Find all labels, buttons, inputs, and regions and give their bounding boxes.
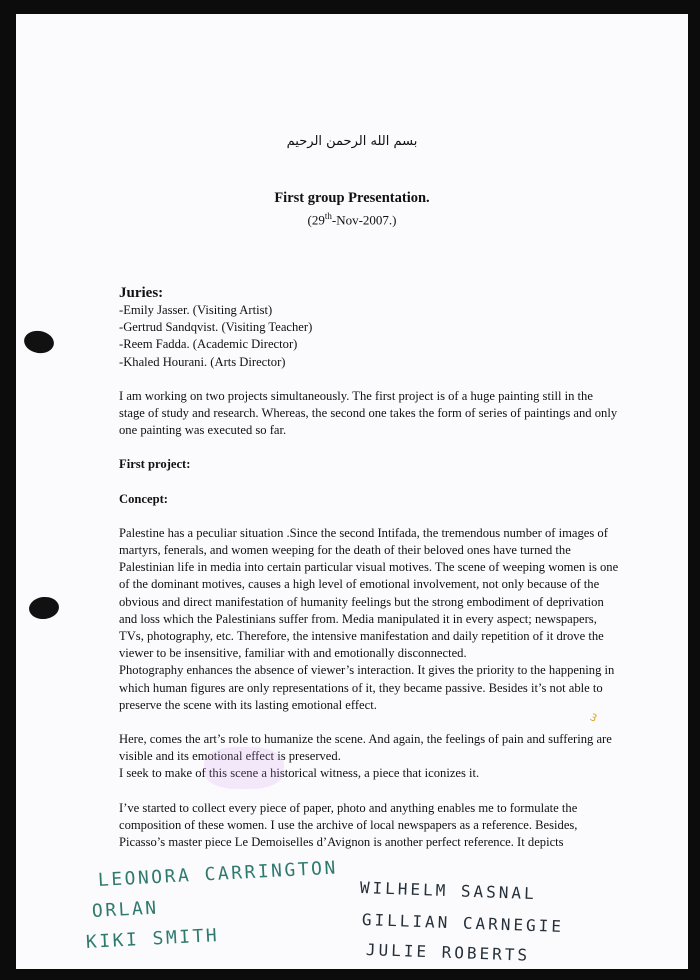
jury-member: -Reem Fadda. (Academic Director) [119,337,298,352]
date-suffix: th [324,211,332,221]
handwritten-note: WILHELM SASNAL [359,878,538,904]
collect-paragraph: I’ve started to collect every piece of paper, photo and anything enables me to formulate the composition of these women. I use the archive of local newspapers as a reference. Besides, Picasso’s master piece Le Demoiselles d’Avignon is another perfect reference. It depicts [119,800,578,850]
punch-hole-top [22,329,55,356]
handwritten-note: ORLAN [91,897,160,922]
arabic-basmala: بسم الله الرحمن الرحيم [286,134,418,149]
punch-hole-bottom [28,595,60,620]
juries-heading: Juries: [119,285,164,301]
handwritten-note: LEONORA CARRINGTON [97,857,339,891]
handwritten-note: KIKI SMITH [85,925,220,953]
photography-paragraph: Photography enhances the absence of viewer’s interaction. It gives the priority to the happening in which human figures are only representations of it, they became passive. Besides it’s not able to preserve the scene with its lasting emotional effect. [119,663,615,712]
first-project-label: First project: [119,457,191,472]
document-date [16,211,688,228]
margin-mark: 3 [587,712,599,725]
concept-label: Concept: [119,491,168,506]
handwritten-note: GILLIAN CARNEGIE [361,910,565,937]
document-body [119,284,619,868]
jury-member: -Emily Jasser. (Visiting Artist) [119,303,273,317]
art-role-paragraph: Here, comes the art’s role to humanize the scene. And again, the feelings of pain and suffering are visible and its emotional effect is preserved. [119,732,612,764]
date-rest: -Nov-2007.) [331,212,397,228]
intro-paragraph: I am working on two projects simultaneously. The first project is of a huge painting still in the stage of study and research. Whereas, the second one takes the form of series of paintings and only one painting was executed so far. [119,388,618,438]
concept-paragraph: Palestine has a peculiar situation .Since the second Intifada, the tremendous number of images of martyrs, fenerals, and women weeping for the death of their beloved ones have turned the Palestinian life in media into certain particular visual motives. The scene of weeping women is one of the dominant motives, causes a high level of emotional involvement, not only because of the obvious and direct manifestation of humanity feelings but the strong embodiment of deprivation and loss which the Palestinians suffer from. Media manipulated it in every aspect; newspapers, TVs, photography, etc. Therefore, the intensive manifestation and daily repetition of it drove the viewer to be insensitive, familiar with and emotionally disconnected. [119,525,619,661]
document-page [16,14,688,969]
document-title: First group Presentation. [274,190,430,206]
pink-highlight-smudge [204,747,284,789]
handwritten-note: JULIE ROBERTS [365,940,531,965]
jury-list [119,302,619,371]
jury-member: -Gertrud Sandqvist. (Visiting Teacher) [119,320,313,335]
art-role-line: I seek to make of this scene a historical witness, a piece that iconizes it. [119,766,480,781]
jury-member: -Khaled Hourani. (Arts Director) [119,354,286,369]
date-day: (29 [307,212,325,228]
